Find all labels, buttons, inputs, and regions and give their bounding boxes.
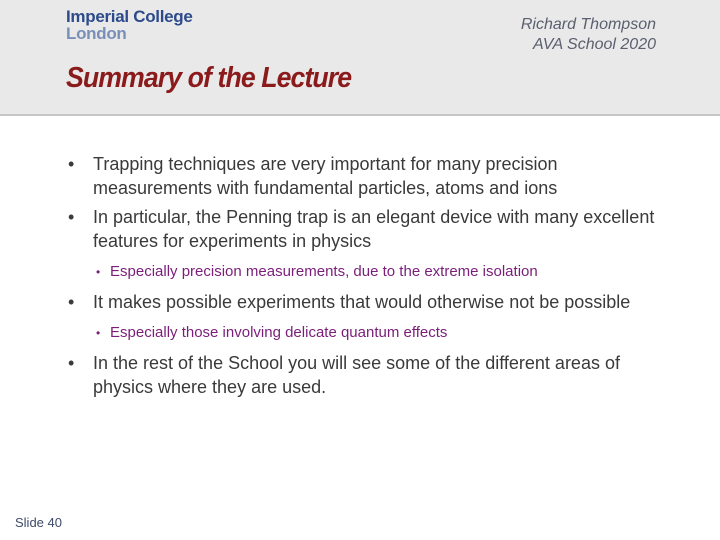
bullet-marker: • (68, 353, 75, 373)
author-name: Richard Thompson (520, 16, 656, 33)
slide-content (62, 152, 672, 404)
sub-bullet-item (62, 323, 672, 343)
bullet-marker: • (68, 207, 75, 227)
logo-line-1: Imperial College (66, 7, 193, 26)
bullet-text: Trapping techniques are very important for many precision measurements with fundamental particles, atoms and ions (93, 154, 558, 198)
bullet-marker: • (96, 326, 101, 340)
bullet-marker: • (68, 292, 75, 312)
bullet-marker: • (68, 154, 75, 174)
bullet-text: In the rest of the School you will see some of the different areas of physics where they are used. (93, 353, 620, 397)
author-block (521, 15, 656, 55)
bullet-item (62, 351, 672, 399)
slide-number: Slide 40 (15, 515, 62, 530)
bullet-text: It makes possible experiments that would otherwise not be possible (93, 292, 631, 312)
slide-header (0, 0, 720, 116)
event-name: AVA School 2020 (532, 36, 656, 53)
imperial-college-logo (66, 8, 193, 42)
slide-title: Summary of the Lecture (66, 62, 352, 94)
sub-bullet-text: Especially precision measurements, due to the extreme isolation (110, 263, 538, 280)
bullet-item (62, 205, 672, 253)
logo-line-2: London (66, 24, 127, 43)
bullet-text: In particular, the Penning trap is an elegant device with many excellent features for experiments in physics (93, 207, 655, 251)
bullet-item (62, 290, 672, 314)
sub-bullet-text: Especially those involving delicate quantum effects (110, 324, 448, 341)
bullet-item (62, 152, 672, 200)
sub-bullet-item (62, 262, 672, 282)
bullet-marker: • (96, 265, 101, 279)
